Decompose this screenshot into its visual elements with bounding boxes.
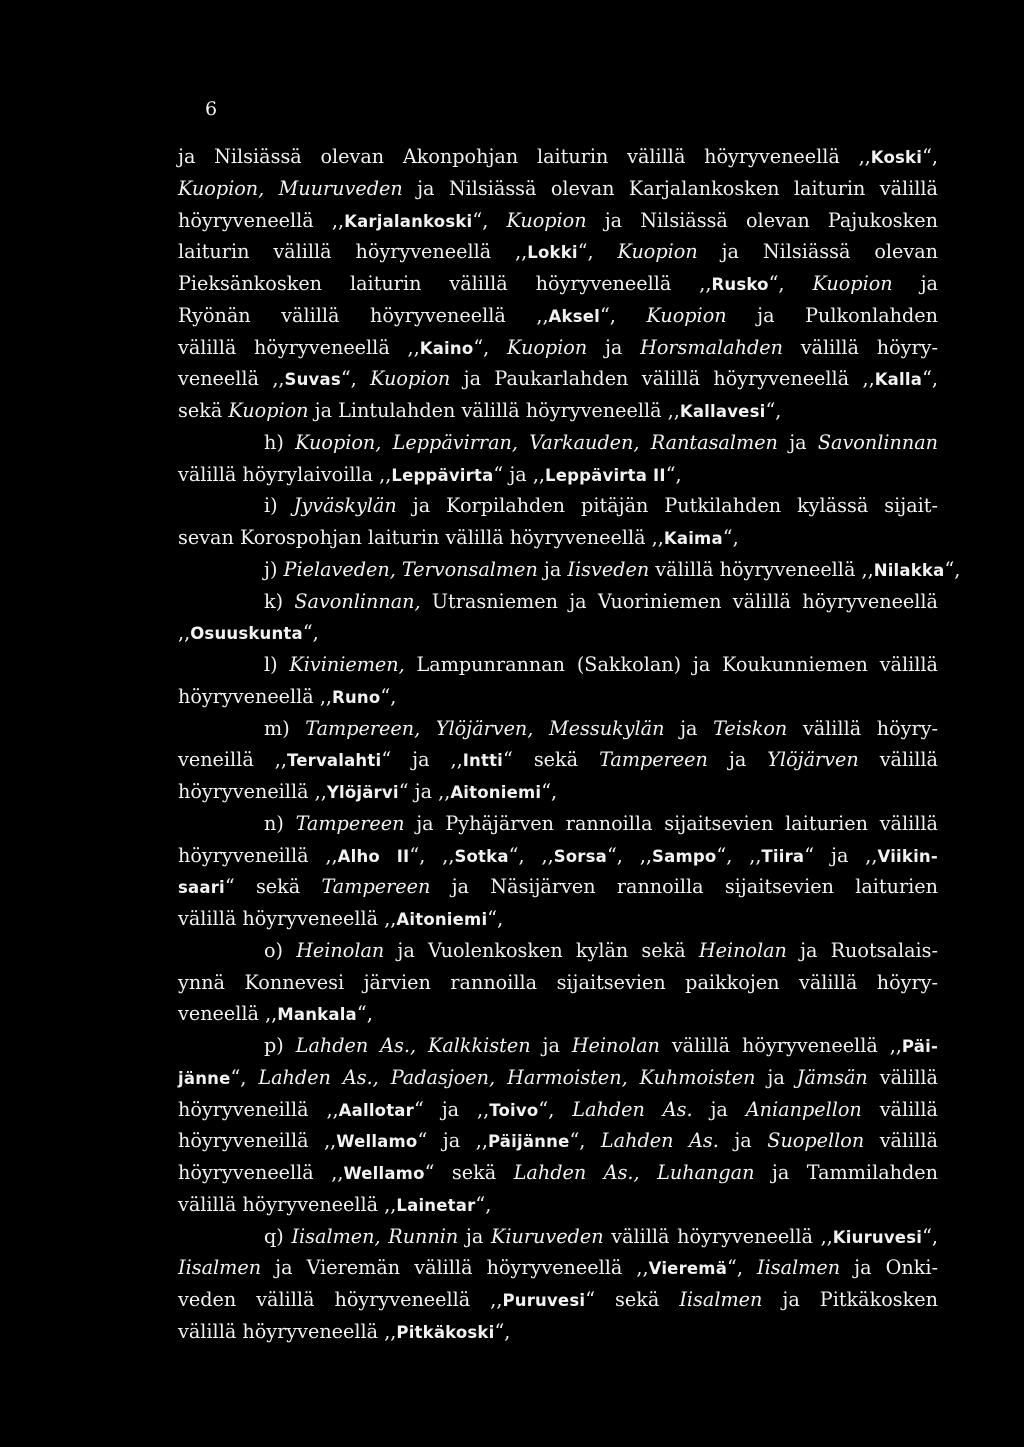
place-name: Iisveden: [567, 557, 650, 581]
vessel-name: Ylöjärvi: [326, 783, 399, 802]
text-segment: “ ja ,,: [398, 780, 451, 803]
text-line: [178, 1284, 938, 1316]
text-segment: välillä höyryveneellä ,,: [178, 1192, 397, 1216]
text-segment: l): [264, 653, 290, 676]
text-segment: p): [264, 1034, 296, 1057]
text-segment: välillä höyryveneellä ,,: [178, 1319, 397, 1343]
text-segment: “,: [599, 303, 647, 327]
text-line: [178, 332, 938, 364]
text-segment: “,: [356, 1002, 373, 1026]
vessel-name: Toivo: [489, 1100, 539, 1120]
place-name: Iisalmen, Runnin: [291, 1224, 459, 1248]
text-segment: “,: [538, 1097, 573, 1121]
text-segment: ja Onki-: [840, 1256, 939, 1280]
vessel-name: Viikin-: [877, 846, 938, 866]
vessel-name: Intti: [462, 751, 504, 771]
text-line: [178, 1094, 938, 1126]
place-name: Jyväskylän: [293, 494, 397, 518]
text-segment: veden välillä höyryveneellä ,,: [178, 1288, 503, 1311]
text-line: [178, 268, 938, 300]
text-segment: höyryveneellä ,,: [178, 684, 333, 708]
place-name: Horsmalahden: [640, 335, 783, 359]
vessel-name: Karjalankoski: [344, 211, 473, 231]
text-segment: höyryveneillä ,,: [178, 843, 338, 867]
text-segment: “ sekä: [585, 1288, 680, 1311]
place-name: Kuopion: [228, 399, 309, 422]
text-segment: höyryveneillä ,,: [178, 1097, 339, 1121]
text-segment: ja Vuolenkosken kylän sekä: [384, 938, 699, 962]
text-segment: ja Lintulahden välillä höyryveneellä ,,: [308, 399, 680, 422]
vessel-name: Tiira: [761, 846, 805, 866]
text-segment: “, ,,: [508, 843, 554, 867]
vessel-name: Koski: [870, 148, 923, 167]
place-name: Tampereen: [321, 875, 431, 899]
text-segment: veneellä ,,: [178, 367, 285, 391]
vessel-name: Wellamo: [343, 1164, 425, 1183]
text-segment: ja Näsijärven rannoilla sijaitsevien laiturien: [430, 875, 938, 899]
text-segment: välillä höyrylaivoilla ,,: [178, 462, 392, 486]
text-segment: ,,: [178, 621, 191, 645]
vessel-name: Aallotar: [338, 1100, 414, 1120]
text-line: [178, 236, 938, 268]
text-line: [178, 427, 938, 459]
text-segment: ja Ruotsalais-: [786, 938, 939, 962]
text-segment: m): [264, 716, 306, 740]
vessel-name: Aitoniemi: [396, 910, 488, 929]
text-segment: välillä: [861, 1097, 938, 1121]
text-segment: ja: [664, 716, 714, 740]
text-segment: “,: [922, 367, 938, 391]
text-segment: välillä höyryveneellä ,,: [178, 335, 420, 359]
text-segment: Pieksänkosken laiturin välillä höyryveneellä ,,: [178, 272, 712, 295]
place-name: Jämsän: [796, 1065, 868, 1089]
text-segment: ja: [458, 1224, 491, 1248]
text-line: [178, 840, 938, 872]
vessel-name: Kalla: [874, 370, 923, 390]
text-segment: ja Tammilahden: [754, 1161, 939, 1184]
vessel-name: Aksel: [548, 306, 600, 326]
vessel-name: Aitoniemi: [450, 783, 542, 802]
text-segment: “,: [922, 1224, 938, 1248]
vessel-name: Nilakka: [873, 560, 945, 580]
vessel-name: Lokki: [527, 243, 578, 263]
vessel-name: Kaima: [663, 529, 723, 548]
vessel-name: Runo: [332, 687, 381, 707]
text-segment: ja Paukarlahden välillä höyryveneellä ,,: [450, 367, 875, 391]
text-line: [178, 300, 938, 332]
text-segment: “ sekä: [503, 748, 600, 772]
vessel-name: Sampo: [652, 846, 717, 866]
text-segment: “, ,,: [409, 843, 455, 867]
vessel-name: jänne: [178, 1068, 231, 1088]
text-segment: välillä höyryveneellä ,,: [659, 1034, 902, 1057]
text-line: [178, 522, 938, 554]
text-segment: höyryveneellä ,,: [178, 1161, 344, 1184]
vessel-name: Lainetar: [396, 1195, 476, 1215]
text-segment: “ ja ,,: [804, 843, 878, 867]
place-name: Anianpellon: [745, 1097, 862, 1121]
text-segment: “ sekä: [224, 875, 322, 899]
place-name: Tampereen: [599, 748, 708, 772]
text-segment: “,: [577, 240, 618, 264]
vessel-name: Wellamo: [336, 1132, 418, 1152]
place-name: Lahden As.: [600, 1129, 719, 1153]
text-line: [178, 967, 938, 999]
text-segment: h): [264, 430, 296, 454]
text-line: [178, 395, 938, 427]
text-segment: välillä: [864, 1129, 938, 1153]
text-segment: ja Nilsiässä olevan Pajukosken: [586, 208, 938, 232]
text-segment: sevan Korospohjan laiturin välillä höyryveneellä ,,: [178, 526, 664, 549]
text-segment: “ ja ,,: [493, 462, 546, 486]
text-line: [178, 554, 961, 586]
vessel-name: Kallavesi: [679, 402, 766, 421]
place-name: Lahden As., Padasjoen, Harmoisten, Kuhmoisten: [258, 1065, 756, 1089]
place-name: Suopellon: [767, 1129, 865, 1153]
text-segment: “,: [722, 526, 739, 549]
text-segment: Ryönän välillä höyryveneellä ,,: [178, 303, 549, 327]
vessel-name: Päi-: [901, 1037, 938, 1056]
text-line: [178, 776, 938, 808]
text-line: [178, 617, 938, 649]
vessel-name: Päijänne: [487, 1132, 570, 1152]
text-segment: “ ja ,,: [413, 1097, 490, 1121]
place-name: Kuopion: [617, 240, 698, 264]
place-name: Iisalmen: [178, 1256, 262, 1280]
text-segment: ja: [755, 1065, 797, 1089]
text-segment: Lampunrannan (Sakkolan) ja Koukunniemen välillä: [404, 653, 938, 676]
text-segment: ja Nilsiässä olevan Karjalankosken laiturin välillä: [402, 176, 938, 200]
place-name: Savonlinnan,: [294, 589, 421, 613]
text-line: [178, 713, 938, 745]
text-segment: höyryveneellä ,,: [178, 208, 345, 232]
place-name: Lahden As., Luhangan: [513, 1161, 755, 1184]
text-segment: laiturin välillä höyryveneellä ,,: [178, 240, 528, 264]
place-name: Kuopion: [812, 272, 893, 295]
place-name: Kuopion: [646, 303, 727, 327]
text-segment: välillä: [858, 748, 938, 772]
place-name: Pielaveden, Tervonsalmen: [283, 557, 538, 581]
text-segment: ja Pyhäjärven rannoilla sijaitsevien laiturien välillä: [404, 811, 938, 835]
text-segment: k): [264, 589, 295, 613]
place-name: Kuopion: [506, 208, 587, 232]
text-line: [178, 141, 938, 173]
text-segment: “,: [475, 1192, 492, 1216]
text-line: [178, 173, 938, 205]
text-segment: “, ,,: [607, 843, 653, 867]
text-segment: välillä höyryveneellä ,,: [178, 907, 397, 930]
text-segment: “,: [472, 208, 507, 232]
place-name: Savonlinnan: [817, 430, 938, 454]
text-segment: “,: [541, 780, 558, 803]
text-line: [178, 459, 938, 491]
text-segment: “,: [569, 1129, 601, 1153]
text-line: [178, 903, 938, 935]
text-segment: sekä: [178, 399, 229, 422]
text-segment: ja Pitkäkosken: [762, 1288, 938, 1311]
text-segment: q): [264, 1224, 292, 1248]
text-line: [178, 681, 938, 713]
text-segment: välillä: [867, 1065, 939, 1089]
text-segment: välillä höyryveneellä ,,: [603, 1224, 833, 1248]
text-segment: “, ,,: [716, 843, 762, 867]
text-segment: höyryveneillä ,,: [178, 780, 327, 803]
place-name: Kiviniemen,: [289, 653, 405, 676]
text-segment: ja: [537, 557, 568, 581]
text-line: [178, 649, 938, 681]
place-name: Lahden As.: [572, 1097, 693, 1121]
place-name: Kiuruveden: [491, 1224, 604, 1248]
text-line: [178, 1221, 938, 1253]
text-segment: ja Nilsiässä olevan: [697, 240, 938, 264]
text-segment: välillä höyry-: [782, 335, 938, 359]
text-segment: “,: [494, 1319, 511, 1343]
text-segment: ja Vieremän välillä höyryveneellä ,,: [261, 1256, 649, 1280]
text-segment: “,: [302, 621, 319, 645]
text-segment: “ ja ,,: [417, 1129, 488, 1153]
text-segment: höyryveneillä ,,: [178, 1129, 337, 1153]
text-line: [178, 490, 938, 522]
text-line: [178, 935, 938, 967]
vessel-name: saari: [178, 878, 225, 898]
text-segment: “ ja ,,: [381, 748, 463, 772]
text-line: [178, 871, 938, 903]
vessel-name: Kiuruvesi: [832, 1227, 923, 1247]
text-line: [178, 1062, 938, 1094]
text-segment: veneillä ,,: [178, 748, 287, 772]
text-line: [178, 744, 938, 776]
text-segment: “ sekä: [424, 1161, 514, 1184]
text-line: [178, 998, 938, 1030]
place-name: Lahden As., Kalkkisten: [295, 1034, 531, 1057]
place-name: Kuopion, Muuruveden: [178, 176, 403, 200]
place-name: Kuopion, Leppävirran, Varkauden, Rantasalmen: [295, 430, 778, 454]
text-segment: “,: [380, 684, 397, 708]
text-segment: ja Nilsiässä olevan Akonpohjan laiturin välillä höyryveneellä ,,: [178, 145, 871, 168]
text-line: [178, 1157, 938, 1189]
place-name: Kuopion: [370, 367, 451, 391]
text-segment: “,: [340, 367, 371, 391]
text-segment: ja: [692, 1097, 746, 1121]
place-name: Tampereen, Ylöjärven, Messukylän: [305, 716, 665, 740]
place-name: Heinolan: [571, 1034, 660, 1057]
vessel-name: Vieremä: [648, 1259, 728, 1279]
text-segment: n): [264, 811, 296, 835]
text-segment: ja: [587, 335, 641, 359]
vessel-name: Puruvesi: [502, 1291, 586, 1310]
text-line: [178, 205, 938, 237]
text-segment: i): [264, 494, 294, 518]
text-segment: “,: [473, 335, 508, 359]
text-segment: veneellä ,,: [178, 1002, 278, 1026]
text-line: [178, 1189, 938, 1221]
body-text: [178, 141, 961, 1348]
text-segment: “,: [944, 557, 961, 581]
text-segment: ja Korpilahden pitäjän Putkilahden kylässä sijait-: [396, 494, 938, 518]
place-name: Heinolan: [296, 938, 385, 962]
vessel-name: Suvas: [284, 370, 341, 390]
text-line: [178, 1030, 938, 1062]
text-segment: ja: [892, 272, 938, 295]
vessel-name: Alho II: [337, 846, 410, 866]
text-segment: ja: [707, 748, 768, 772]
place-name: Iisalmen: [679, 1288, 763, 1311]
text-segment: “,: [487, 907, 504, 930]
text-segment: “,: [665, 462, 682, 486]
page-number: 6: [205, 98, 218, 120]
place-name: Tampereen: [295, 811, 405, 835]
text-segment: “,: [922, 145, 938, 168]
vessel-name: Kaino: [419, 338, 474, 358]
place-name: Ylöjärven: [767, 748, 859, 772]
vessel-name: Leppävirta: [391, 465, 494, 485]
vessel-name: Leppävirta II: [545, 465, 666, 485]
text-segment: o): [264, 938, 297, 962]
text-segment: “,: [765, 399, 782, 422]
place-name: Teiskon: [713, 716, 788, 740]
text-segment: Utrasniemen ja Vuoriniemen välillä höyryveneellä: [420, 589, 938, 613]
text-segment: “,: [768, 272, 813, 295]
text-segment: ynnä Konnevesi järvien rannoilla sijaitsevien paikkojen välillä höyry-: [178, 970, 938, 994]
vessel-name: Pitkäkoski: [396, 1322, 495, 1342]
vessel-name: Tervalahti: [286, 751, 382, 771]
text-line: [178, 363, 938, 395]
text-segment: välillä höyry-: [787, 716, 938, 740]
vessel-name: Mankala: [277, 1005, 357, 1025]
text-segment: ja Pulkonlahden: [726, 303, 938, 327]
text-segment: välillä höyryveneellä ,,: [649, 557, 874, 581]
vessel-name: Rusko: [711, 275, 769, 294]
vessel-name: Osuuskunta: [190, 624, 303, 644]
place-name: Iisalmen: [757, 1256, 841, 1280]
text-line: [178, 1125, 938, 1157]
place-name: Kuopion: [507, 335, 588, 359]
text-line: [178, 1252, 938, 1284]
text-line: [178, 1316, 938, 1348]
vessel-name: Sotka: [454, 846, 509, 866]
text-segment: ja: [530, 1034, 572, 1057]
text-line: [178, 586, 938, 618]
vessel-name: Sorsa: [553, 846, 607, 866]
text-segment: ja: [718, 1129, 768, 1153]
text-segment: “,: [230, 1065, 259, 1089]
place-name: Heinolan: [698, 938, 787, 962]
text-segment: j): [264, 557, 284, 581]
text-line: [178, 808, 938, 840]
text-segment: ja: [777, 430, 818, 454]
text-segment: “,: [727, 1256, 758, 1280]
